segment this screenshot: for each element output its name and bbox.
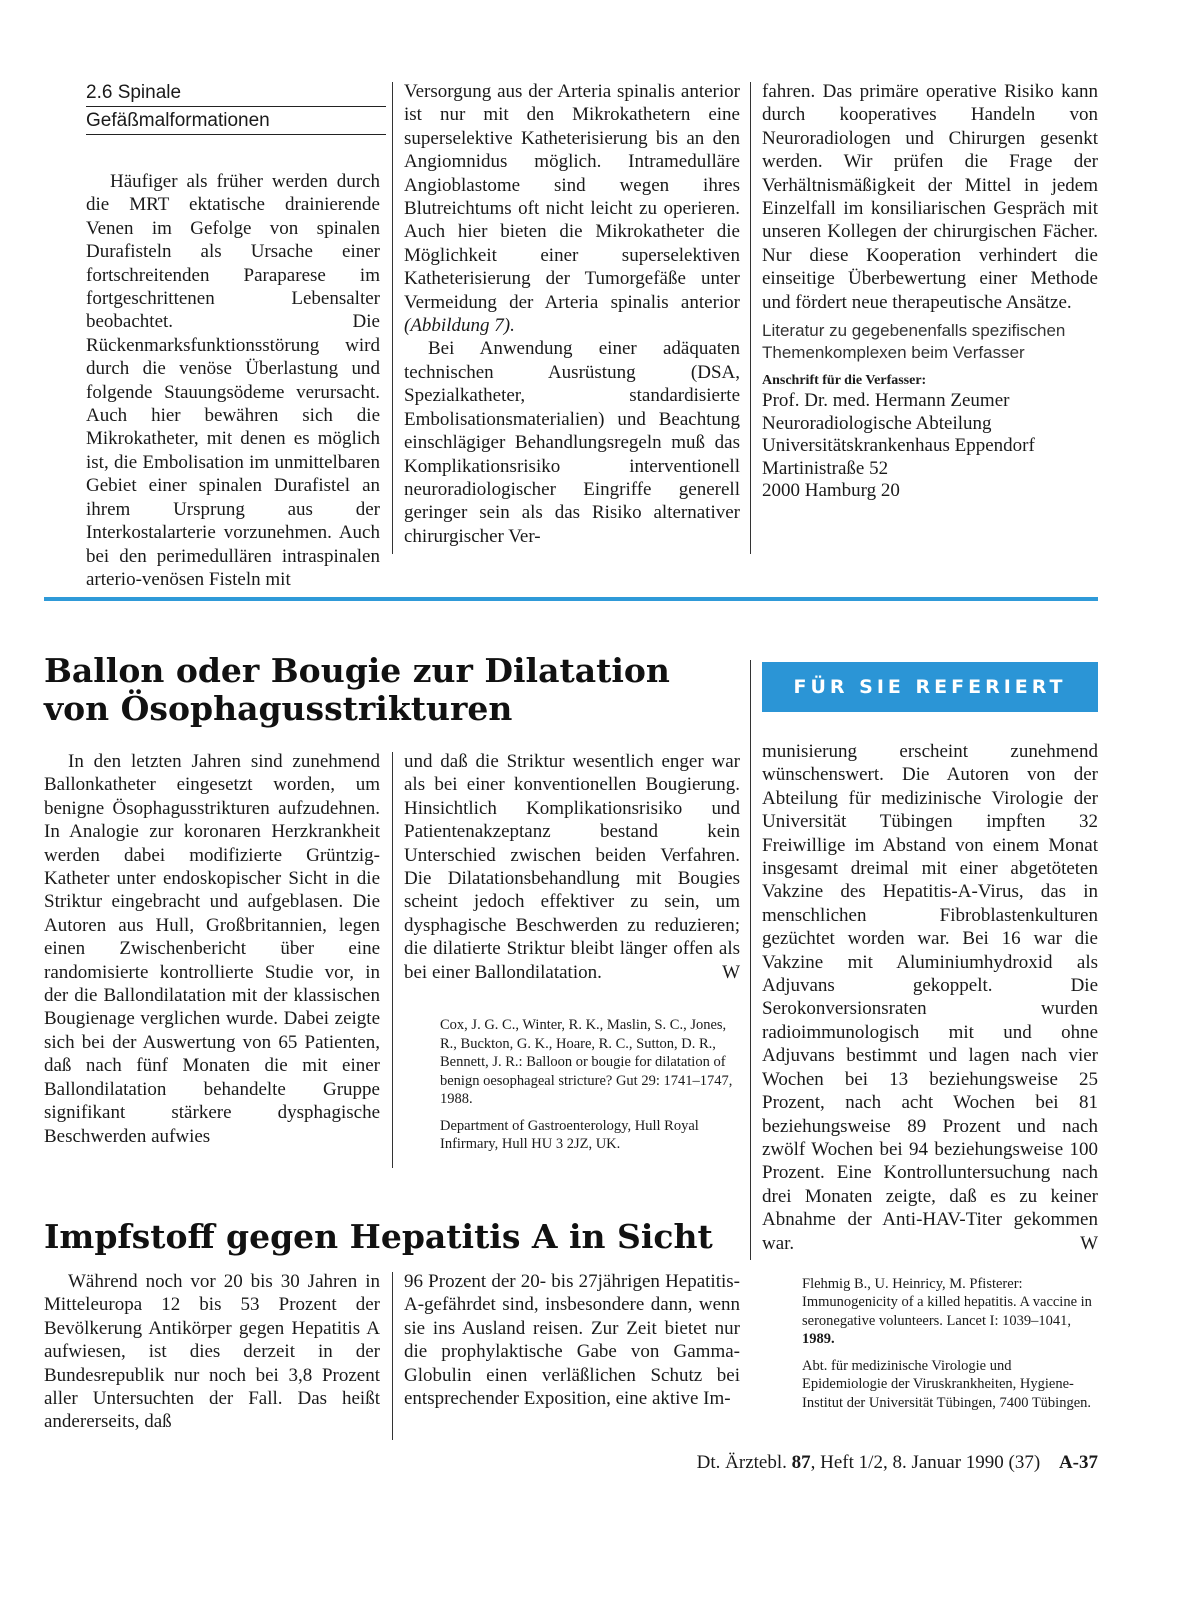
section-title-line1: 2.6 Spinale [86,82,182,103]
page-footer [630,1452,1098,1474]
paragraph-text: munisierung erscheint zunehmend wünschenswert. Die Autoren von der Abteilung für medizinische Virologie der Universität Tübingen impften 32 Freiwillige im Abstand von einem Monat insgesamt dreimal mit einer abgetöteten Vakzine des Hepatitis-A-Virus, das in menschlichen Fibroblastenkulturen gezüchtet worden war. Bei 16 war die Vakzine mit Aluminiumhydroxid als Adjuvans gekoppelt. Die Serokonversionsraten wurden radioimmunologisch mit und ohne Adjuvans bestimmt und lagen nach vier Wochen bei 13 beziehungsweise 25 Prozent, nach acht Wochen bei 81 beziehungsweise 89 Prozent und nach zwölf Wochen bei 94 beziehungsweise 100 Prozent. Eine Kontrolluntersuchung nach drei Monaten zeigte, daß es zu keiner Abnahme der Anti-HAV-Titer gekommen war. [762,741,1098,1254]
section-separator [44,597,1098,601]
paragraph: Während noch vor 20 bis 30 Jahren in Mitteleuropa 12 bis 53 Prozent der Bevölkerung Antikörper gegen Hepatitis A aufwiesen, ist dies derzeit in der Bundesrepublik nur noch bei 3,8 Prozent aller Untersuchten der Fall. Das heißt andererseits, daß [44,1271,380,1433]
address-line: Martinistraße 52 [762,457,889,479]
column-divider [750,660,751,1260]
literature-note: Literatur zu gegebenenfalls spezifischen Themenkomplexen beim Verfasser [762,321,1066,363]
article2-column-2 [404,1270,740,1410]
article1-column-1 [44,750,380,1148]
address-line: Neuroradiologische Abteilung [762,412,992,434]
reference-citation: Cox, J. G. C., Winter, R. K., Maslin, S. C., Jones, R., Buckton, G. K., Hoare, R. C., Sutton, D. R., Bennett, J. R.: Balloon or bougie for dilatation of benign oesophageal stricture? Gut 29: 1741–1747, 1988. [440,1017,733,1108]
journal-name: Dt. Ärztebl. [696,1452,787,1473]
top-column-3 [762,80,1098,503]
figure-reference: (Abbildung 7). [404,315,515,337]
top-column-2 [404,80,740,548]
article1-column-2 [404,750,740,1154]
address-line: 2000 Hamburg 20 [762,480,900,502]
reference-citation [762,1275,1098,1349]
journal-issue: , Heft 1/2, 8. Januar 1990 (37) [810,1452,1041,1473]
paragraph: 96 Prozent der 20- bis 27jährigen Hepatitis-A-gefährdet sind, insbesondere dann, wenn sie ins Ausland reisen. Zur Zeit bietet nur die prophylaktische Gabe von Gamma-Globulin einen verläßlichen Schutz bei entsprechender Exposition, eine aktive Im- [404,1271,740,1410]
address-line: Prof. Dr. med. Hermann Zeumer [762,390,1010,412]
paragraph [404,750,740,984]
section-title-cont [86,108,386,135]
paragraph [404,80,740,337]
section-badge: FÜR SIE REFERIERT [762,662,1098,712]
reference-text: Flehmig B., U. Heinricy, M. Pfisterer: Immunogenicity of a killed hepatitis. A vaccine in seronegative volunteers. Lancet I: 1039–1041, [802,1275,1092,1329]
page-number: A-37 [1058,1452,1098,1473]
address-label: Anschrift für die Verfasser: [762,373,927,389]
author-sign: W [722,961,740,983]
headline-line: von Ösophagusstrikturen [44,689,513,728]
paragraph: Bei Anwendung einer adäquaten technischen Ausrüstung (DSA, Spezialkatheter, standardisierte Embolisationsmaterialien) und Beachtung einschlägiger Behandlungsregeln muß das Komplikationsrisiko interventionell neuroradiologischer Eingriffe generell geringer sein als das Risiko alternativer chirurgischer Ver- [404,338,740,547]
author-sign: W [1080,1232,1098,1254]
paragraph-text: und daß die Striktur wesentlich enger war als bei einer konventionellen Bougierung. Hinsichtlich Komplikationsrisiko und Patientenakzeptanz bestand kein Unterschied zwischen beiden Verfahren. Die Dilatationsbehandlung mit Bougies scheint jedoch effektiver zu sein, um dysphagische Beschwerden zu reduzieren; die dilatierte Striktur bleibt länger offen als bei einer Ballondilatation. [404,751,740,983]
reference-year: 1989. [802,1331,835,1348]
paragraph: fahren. Das primäre operative Risiko kann durch kooperatives Handeln von Neuroradiologen und Chirurgen gesenkt werden. Wir prüfen die Frage der Verhältnismäßigkeit der Mittel in jedem Einzelfall im konsiliarischen Gespräch mit unseren Kollegen der chirurgischen Fächer. Nur diese Kooperation verhindert die einseitige Überbewertung einer Methode und fördert neue therapeutische Ansätze. [762,81,1098,313]
address-line: Universitätskrankenhaus Eppendorf [762,435,1035,457]
article-headline [44,652,744,728]
article2-column-1 [44,1270,380,1434]
article-headline: Impfstoff gegen Hepatitis A in Sicht [44,1217,713,1256]
paragraph: Häufiger als früher werden durch die MRT ektatische drainierende Venen im Gefolge von spinalen Durafisteln als Ursache einer fortschreitenden Paraparese im fortgeschrittenen Lebensalter beobachtet. Die Rückenmarksfunktionsstörung wird durch die venöse Überlastung und folgende Stauungsödeme verursacht. Auch hier bewähren sich die Mikrokatheter, mit denen es möglich ist, die Embolisation im unmittelbaren Gebiet einer spinalen Durafistel an ihrem Ursprung aus der Interkostalarterie vorzunehmen. Auch bei den perimedullären intraspinalen arterio-venösen Fisteln mit [86,171,380,590]
column-divider [392,82,393,554]
journal-volume: 87 [791,1452,811,1473]
column-divider [392,1272,393,1440]
top-column-1 [86,170,380,591]
headline-line: Ballon oder Bougie zur Dilatation [44,651,670,690]
column-divider [392,752,393,1168]
paragraph: In den letzten Jahren sind zunehmend Ballonkatheter eingesetzt worden, um benigne Ösophagusstrikturen aufzudehnen. In Analogie zur koronaren Herzkrankheit werden dabei modifizierte Grüntzig-Katheter unter endoskopischer Sicht in die Striktur eingebracht und aufgeblasen. Die Autoren aus Hull, Großbritannien, legen einen Zwischenbericht über eine randomisierte kontrollierte Studie vor, in der die Ballondilatation mit der klassischen Bougienage verglichen wurde. Dabei zeigte sich bei der Auswertung von 65 Patienten, daß nach fünf Monaten die mit einer Ballondilatation behandelte Gruppe signifikant stärkere dysphagische Beschwerden aufwies [44,751,380,1147]
section-title-line2: Gefäßmalformationen [86,110,270,131]
reference-department: Department of Gastroenterology, Hull Royal Infirmary, Hull HU 3 2JZ, UK. [440,1117,699,1153]
reference-department: Abt. für medizinische Virologie und Epidemiologie der Viruskrankheiten, Hygiene-Institut der Universität Tübingen, 7400 Tübingen. [802,1357,1092,1411]
paragraph-text: Versorgung aus der Arteria spinalis anterior ist nur mit den Mikrokathetern eine superselektive Katheterisierung bis an den Angiomnidus möglich. Intramedulläre Angioblastome sind wegen ihres Blutreichtums oft nicht leicht zu operieren. Auch hier bieten die Mikrokatheter die Möglichkeit einer superselektiven Katheterisierung der Tumorgefäße unter Vermeidung der Arteria spinalis anterior [404,81,740,313]
address-block [762,390,1098,503]
column-divider [750,82,751,554]
paragraph [762,740,1098,1255]
article2-column-3 [762,740,1098,1412]
section-title [86,80,386,107]
